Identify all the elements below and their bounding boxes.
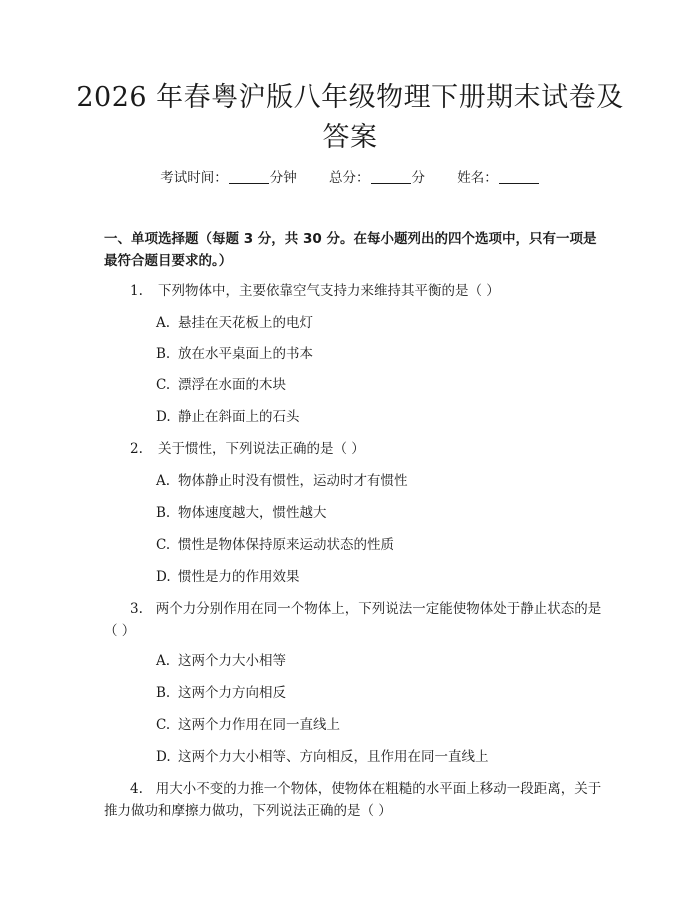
- option-letter: D.: [156, 409, 171, 425]
- option-letter: B.: [156, 346, 171, 362]
- question-1: [104, 280, 606, 302]
- option-text: 悬挂在天花板上的电灯: [178, 315, 313, 331]
- question-text: 两个力分别作用在同一个物体上，下列说法一定能使物体处于静止状态的是（ ）: [104, 601, 602, 639]
- option-text: 这两个力大小相等、方向相反，且作用在同一直线上: [178, 749, 489, 765]
- question-1-option-b[interactable]: [156, 343, 606, 365]
- option-text: 惯性是物体保持原来运动状态的性质: [178, 537, 394, 553]
- total-score-label: 总分：: [329, 170, 370, 186]
- option-letter: B.: [156, 505, 171, 521]
- question-number: 3.: [130, 601, 143, 617]
- question-1-option-d[interactable]: [156, 406, 606, 428]
- question-4: [104, 778, 606, 822]
- question-text: 下列物体中，主要依靠空气支持力来维持其平衡的是（ ）: [158, 283, 500, 299]
- exam-title: [60, 78, 640, 158]
- exam-title-line-1: 2026 年春粤沪版八年级物理下册期末试卷及: [76, 82, 624, 113]
- question-2-option-d[interactable]: [156, 566, 606, 588]
- total-score-blank[interactable]: [371, 170, 411, 184]
- question-number: 4.: [130, 781, 143, 797]
- question-2-option-a[interactable]: [156, 470, 606, 492]
- option-text: 这两个力大小相等: [178, 653, 286, 669]
- name-blank[interactable]: [499, 170, 539, 184]
- option-text: 静止在斜面上的石头: [178, 409, 300, 425]
- exam-time-field: [160, 168, 297, 188]
- option-letter: C.: [156, 537, 171, 553]
- option-letter: D.: [156, 569, 171, 585]
- option-text: 这两个力方向相反: [178, 685, 286, 701]
- option-letter: C.: [156, 377, 171, 393]
- question-3-option-d[interactable]: [156, 746, 606, 768]
- question-text: 用大小不变的力推一个物体，使物体在粗糙的水平面上移动一段距离，关于推力做功和摩擦力做功，下列说法正确的是（ ）: [104, 781, 602, 819]
- question-3-option-a[interactable]: [156, 650, 606, 672]
- total-score-unit: 分: [411, 170, 425, 186]
- question-number: 2.: [130, 441, 143, 457]
- question-3: [104, 598, 606, 642]
- option-letter: D.: [156, 749, 171, 765]
- exam-time-unit: 分钟: [269, 170, 297, 186]
- name-label: 姓名：: [457, 170, 498, 186]
- exam-info-line: [0, 168, 700, 188]
- option-letter: A.: [156, 473, 171, 489]
- option-text: 这两个力作用在同一直线上: [178, 717, 340, 733]
- question-3-option-b[interactable]: [156, 682, 606, 704]
- option-text: 物体静止时没有惯性，运动时才有惯性: [178, 473, 408, 489]
- total-score-field: [329, 168, 425, 188]
- question-3-option-c[interactable]: [156, 714, 606, 736]
- option-text: 漂浮在水面的木块: [178, 377, 286, 393]
- name-field: [457, 168, 540, 188]
- exam-title-line-2: 答案: [322, 122, 378, 153]
- option-text: 物体速度越大，惯性越大: [178, 505, 327, 521]
- question-2-option-b[interactable]: [156, 502, 606, 524]
- exam-time-label: 考试时间：: [160, 170, 228, 186]
- question-number: 1.: [130, 283, 143, 299]
- exam-time-blank[interactable]: [229, 170, 269, 184]
- option-letter: A.: [156, 653, 171, 669]
- section-heading-1: 一、单项选择题（每题 3 分，共 30 分。在每小题列出的四个选项中，只有一项是最符合题目要求的。）: [104, 231, 597, 269]
- question-2: [104, 438, 606, 460]
- option-letter: C.: [156, 717, 171, 733]
- question-text: 关于惯性，下列说法正确的是（ ）: [158, 441, 365, 457]
- option-text: 惯性是力的作用效果: [178, 569, 300, 585]
- option-text: 放在水平桌面上的书本: [178, 346, 313, 362]
- option-letter: A.: [156, 315, 171, 331]
- option-letter: B.: [156, 685, 171, 701]
- question-2-option-c[interactable]: [156, 534, 606, 556]
- question-1-option-a[interactable]: [156, 312, 606, 334]
- question-1-option-c[interactable]: [156, 374, 606, 396]
